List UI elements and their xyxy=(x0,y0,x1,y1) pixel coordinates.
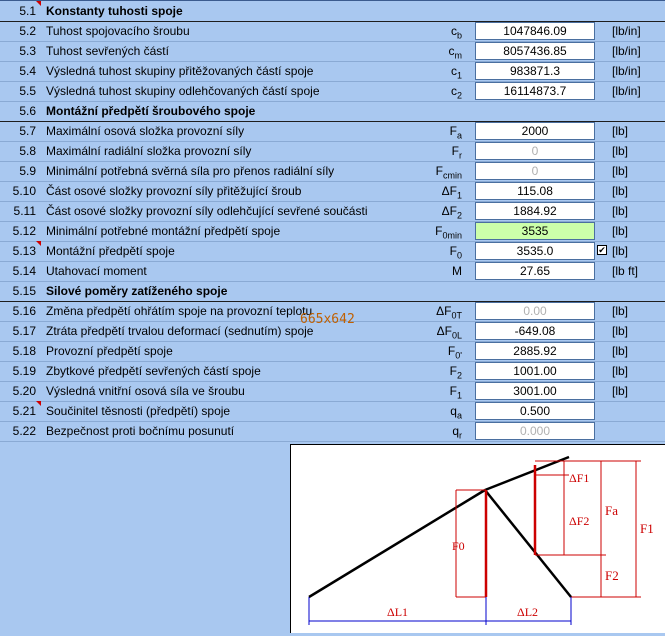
symbol-main: F xyxy=(435,224,443,238)
parameter-row xyxy=(0,141,665,162)
parameter-symbol xyxy=(420,64,462,80)
unit-label: [lb/in] xyxy=(612,24,641,38)
symbol-subscript: 0' xyxy=(455,350,462,361)
parameter-symbol xyxy=(420,44,462,60)
symbol-main: F xyxy=(435,164,443,178)
symbol-main: q xyxy=(452,424,459,438)
unit-label: [lb ft] xyxy=(612,264,639,278)
row-number: 5.3 xyxy=(19,44,36,58)
parameter-symbol xyxy=(420,424,462,440)
label-dl1: ΔL1 xyxy=(387,605,409,619)
parameter-label: Ztráta předpětí trvalou deformací (sednutím) spoje xyxy=(46,324,314,338)
row-number: 5.6 xyxy=(19,104,36,118)
parameter-label: Část osové složky provozní síly přitěžující šroub xyxy=(46,184,302,198)
row-number: 5.8 xyxy=(19,144,36,158)
symbol-main: q xyxy=(450,404,457,418)
parameter-row xyxy=(0,261,665,282)
parameter-row xyxy=(0,241,665,262)
parameter-row xyxy=(0,361,665,382)
symbol-main: F xyxy=(451,144,459,158)
section-header xyxy=(0,281,665,302)
fix-checkbox[interactable]: ✔ xyxy=(598,245,606,255)
symbol-subscript: 1 xyxy=(456,190,462,201)
parameter-row xyxy=(0,401,665,422)
symbol-main: F xyxy=(449,124,457,138)
row-number: 5.22 xyxy=(12,424,36,438)
unit-label: [lb] xyxy=(612,184,629,198)
value-cell[interactable]: 1884.92 xyxy=(475,202,595,220)
label-dl2: ΔL2 xyxy=(517,605,539,619)
unit-label: [lb] xyxy=(612,304,629,318)
symbol-subscript: cmin xyxy=(442,170,462,181)
value-cell[interactable]: 2885.92 xyxy=(475,342,595,360)
parameter-symbol xyxy=(420,364,462,380)
row-number: 5.2 xyxy=(19,24,36,38)
row-number: 5.12 xyxy=(12,224,36,238)
parameter-label: Montážní předpětí spoje xyxy=(46,244,175,258)
parameter-row xyxy=(0,61,665,82)
value-cell[interactable]: 0 xyxy=(475,162,595,180)
parameter-symbol xyxy=(420,24,462,40)
parameter-row xyxy=(0,21,665,42)
symbol-subscript: 0min xyxy=(442,230,462,241)
parameter-label: Výsledná tuhost skupiny přitěžovaných částí spoje xyxy=(46,64,314,78)
unit-label: [lb] xyxy=(612,164,629,178)
parameter-symbol xyxy=(420,244,462,260)
value-cell[interactable]: 983871.3 xyxy=(475,62,595,80)
symbol-subscript: 0L xyxy=(451,330,462,341)
symbol-subscript: b xyxy=(456,30,462,41)
comment-indicator[interactable] xyxy=(36,1,41,6)
row-number: 5.13 xyxy=(12,244,36,258)
value-cell[interactable]: 1047846.09 xyxy=(475,22,595,40)
section-title: Montážní předpětí šroubového spoje xyxy=(46,104,256,118)
label-df1: ΔF1 xyxy=(569,471,590,485)
parameter-label: Změna předpětí ohřátím spoje na provozní teplotu xyxy=(46,304,313,318)
parameter-label: Minimální potřebné montážní předpětí spoje xyxy=(46,224,281,238)
row-number: 5.19 xyxy=(12,364,36,378)
parameter-symbol xyxy=(420,144,462,160)
member-stiffness-line xyxy=(485,490,571,597)
load-line xyxy=(485,457,569,490)
value-cell[interactable]: 27.65 xyxy=(475,262,595,280)
symbol-subscript: r xyxy=(459,150,462,161)
label-fa: Fa xyxy=(605,503,618,518)
unit-label: [lb] xyxy=(612,224,629,238)
symbol-subscript: a xyxy=(456,130,462,141)
unit-label: [lb/in] xyxy=(612,64,641,78)
parameter-label: Část osové složky provozní síly odlehčující sevřené součásti xyxy=(46,204,368,218)
value-cell[interactable]: 0.500 xyxy=(475,402,595,420)
section-title: Konstanty tuhosti spoje xyxy=(46,4,183,18)
row-number: 5.1 xyxy=(19,4,36,18)
row-number: 5.14 xyxy=(12,264,36,278)
symbol-main: F xyxy=(449,364,457,378)
force-diagram-svg xyxy=(291,445,665,633)
symbol-main: ΔF xyxy=(436,304,452,318)
symbol-subscript: 0T xyxy=(451,310,462,321)
symbol-subscript: 2 xyxy=(456,370,462,381)
parameter-label: Tuhost spojovacího šroubu xyxy=(46,24,190,38)
parameter-row xyxy=(0,81,665,102)
row-number: 5.15 xyxy=(12,284,36,298)
value-cell[interactable]: 0 xyxy=(475,142,595,160)
label-f2: F2 xyxy=(605,568,619,583)
symbol-subscript: r xyxy=(459,430,462,441)
force-diagram xyxy=(290,444,665,633)
parameter-symbol xyxy=(420,404,462,420)
symbol-subscript: a xyxy=(456,410,462,421)
section-header xyxy=(0,1,665,22)
value-cell[interactable]: 8057436.85 xyxy=(475,42,595,60)
row-number: 5.18 xyxy=(12,344,36,358)
row-number: 5.5 xyxy=(19,84,36,98)
parameter-label: Výsledná tuhost skupiny odlehčovaných částí spoje xyxy=(46,84,320,98)
symbol-subscript: 1 xyxy=(456,390,462,401)
symbol-subscript: 0 xyxy=(456,250,462,261)
parameter-row xyxy=(0,161,665,182)
parameter-label: Bezpečnost proti bočnímu posunutí xyxy=(46,424,235,438)
value-cell[interactable]: 115.08 xyxy=(475,182,595,200)
symbol-subscript: 1 xyxy=(456,70,462,81)
parameter-label: Utahovací moment xyxy=(46,264,147,278)
parameter-row xyxy=(0,221,665,242)
value-cell[interactable]: 3535 xyxy=(475,222,595,240)
unit-label: [lb] xyxy=(612,344,629,358)
row-number: 5.11 xyxy=(13,204,36,218)
value-cell[interactable]: 3535.0 xyxy=(475,242,595,260)
value-cell[interactable]: 3001.00 xyxy=(475,382,595,400)
unit-label: [lb] xyxy=(612,124,629,138)
symbol-subscript: 2 xyxy=(456,210,462,221)
parameter-label: Maximální radiální složka provozní síly xyxy=(46,144,252,158)
parameter-symbol xyxy=(420,204,462,220)
parameter-label: Zbytkové předpětí sevřených částí spoje xyxy=(46,364,261,378)
row-number: 5.10 xyxy=(12,184,36,198)
label-f1: F1 xyxy=(640,521,654,536)
parameter-label: Minimální potřebná svěrná síla pro přenos radiální síly xyxy=(46,164,335,178)
value-cell[interactable]: 2000 xyxy=(475,122,595,140)
parameter-row xyxy=(0,381,665,402)
unit-label: [lb] xyxy=(612,244,629,258)
parameter-row xyxy=(0,181,665,202)
parameter-label: Součinitel těsnosti (předpětí) spoje xyxy=(46,404,231,418)
parameter-symbol xyxy=(420,184,462,200)
unit-label: [lb] xyxy=(612,364,629,378)
parameter-symbol xyxy=(420,124,462,140)
section-title: Silové poměry zatíženého spoje xyxy=(46,284,228,298)
comment-indicator[interactable] xyxy=(36,401,41,406)
size-overlay: 665x642 xyxy=(300,312,355,327)
symbol-main: ΔF xyxy=(436,324,452,338)
symbol-main: F xyxy=(449,384,457,398)
parameter-symbol xyxy=(420,224,462,240)
parameter-row xyxy=(0,341,665,362)
parameter-symbol xyxy=(420,384,462,400)
value-cell[interactable]: 0.000 xyxy=(475,422,595,440)
row-number: 5.4 xyxy=(19,64,36,78)
parameter-row xyxy=(0,421,665,442)
value-cell[interactable]: 0.00 xyxy=(475,302,595,320)
unit-label: [lb] xyxy=(612,384,629,398)
parameter-row xyxy=(0,121,665,142)
symbol-subscript: 2 xyxy=(456,90,462,101)
label-f0: F0 xyxy=(452,539,465,553)
parameter-symbol xyxy=(420,264,462,280)
value-cell[interactable]: 16114873.7 xyxy=(475,82,595,100)
symbol-main: ΔF xyxy=(441,184,457,198)
parameter-symbol xyxy=(420,324,462,340)
unit-label: [lb] xyxy=(612,204,629,218)
value-cell[interactable]: -649.08 xyxy=(475,322,595,340)
parameter-label: Provozní předpětí spoje xyxy=(46,344,173,358)
parameter-label: Tuhost sevřených částí xyxy=(46,44,169,58)
row-number: 5.17 xyxy=(12,324,36,338)
row-number: 5.20 xyxy=(12,384,36,398)
row-number: 5.7 xyxy=(19,124,36,138)
parameter-symbol xyxy=(420,344,462,360)
symbol-main: F xyxy=(447,344,456,358)
parameter-label: Maximální osová složka provozní síly xyxy=(46,124,245,138)
parameter-symbol xyxy=(420,304,462,320)
symbol-main: F xyxy=(449,244,457,258)
parameter-symbol xyxy=(420,84,462,100)
unit-label: [lb/in] xyxy=(612,84,641,98)
section-header xyxy=(0,101,665,122)
symbol-main: c xyxy=(450,84,457,98)
symbol-main: ΔF xyxy=(441,204,457,218)
unit-label: [lb/in] xyxy=(612,44,641,58)
symbol-subscript: m xyxy=(454,50,462,61)
parameter-symbol xyxy=(420,164,462,180)
symbol-main: c xyxy=(450,24,457,38)
parameter-row xyxy=(0,41,665,62)
row-number: 5.16 xyxy=(12,304,36,318)
symbol-main: c xyxy=(448,44,455,58)
parameter-label: Výsledná vnitřní osová síla ve šroubu xyxy=(46,384,245,398)
parameter-row xyxy=(0,201,665,222)
unit-label: [lb] xyxy=(612,324,629,338)
symbol-main: M xyxy=(452,264,462,278)
label-df2: ΔF2 xyxy=(569,514,590,528)
unit-label: [lb] xyxy=(612,144,629,158)
symbol-main: c xyxy=(450,64,457,78)
row-number: 5.21 xyxy=(12,404,36,418)
value-cell[interactable]: 1001.00 xyxy=(475,362,595,380)
comment-indicator[interactable] xyxy=(36,241,41,246)
row-number: 5.9 xyxy=(19,164,36,178)
